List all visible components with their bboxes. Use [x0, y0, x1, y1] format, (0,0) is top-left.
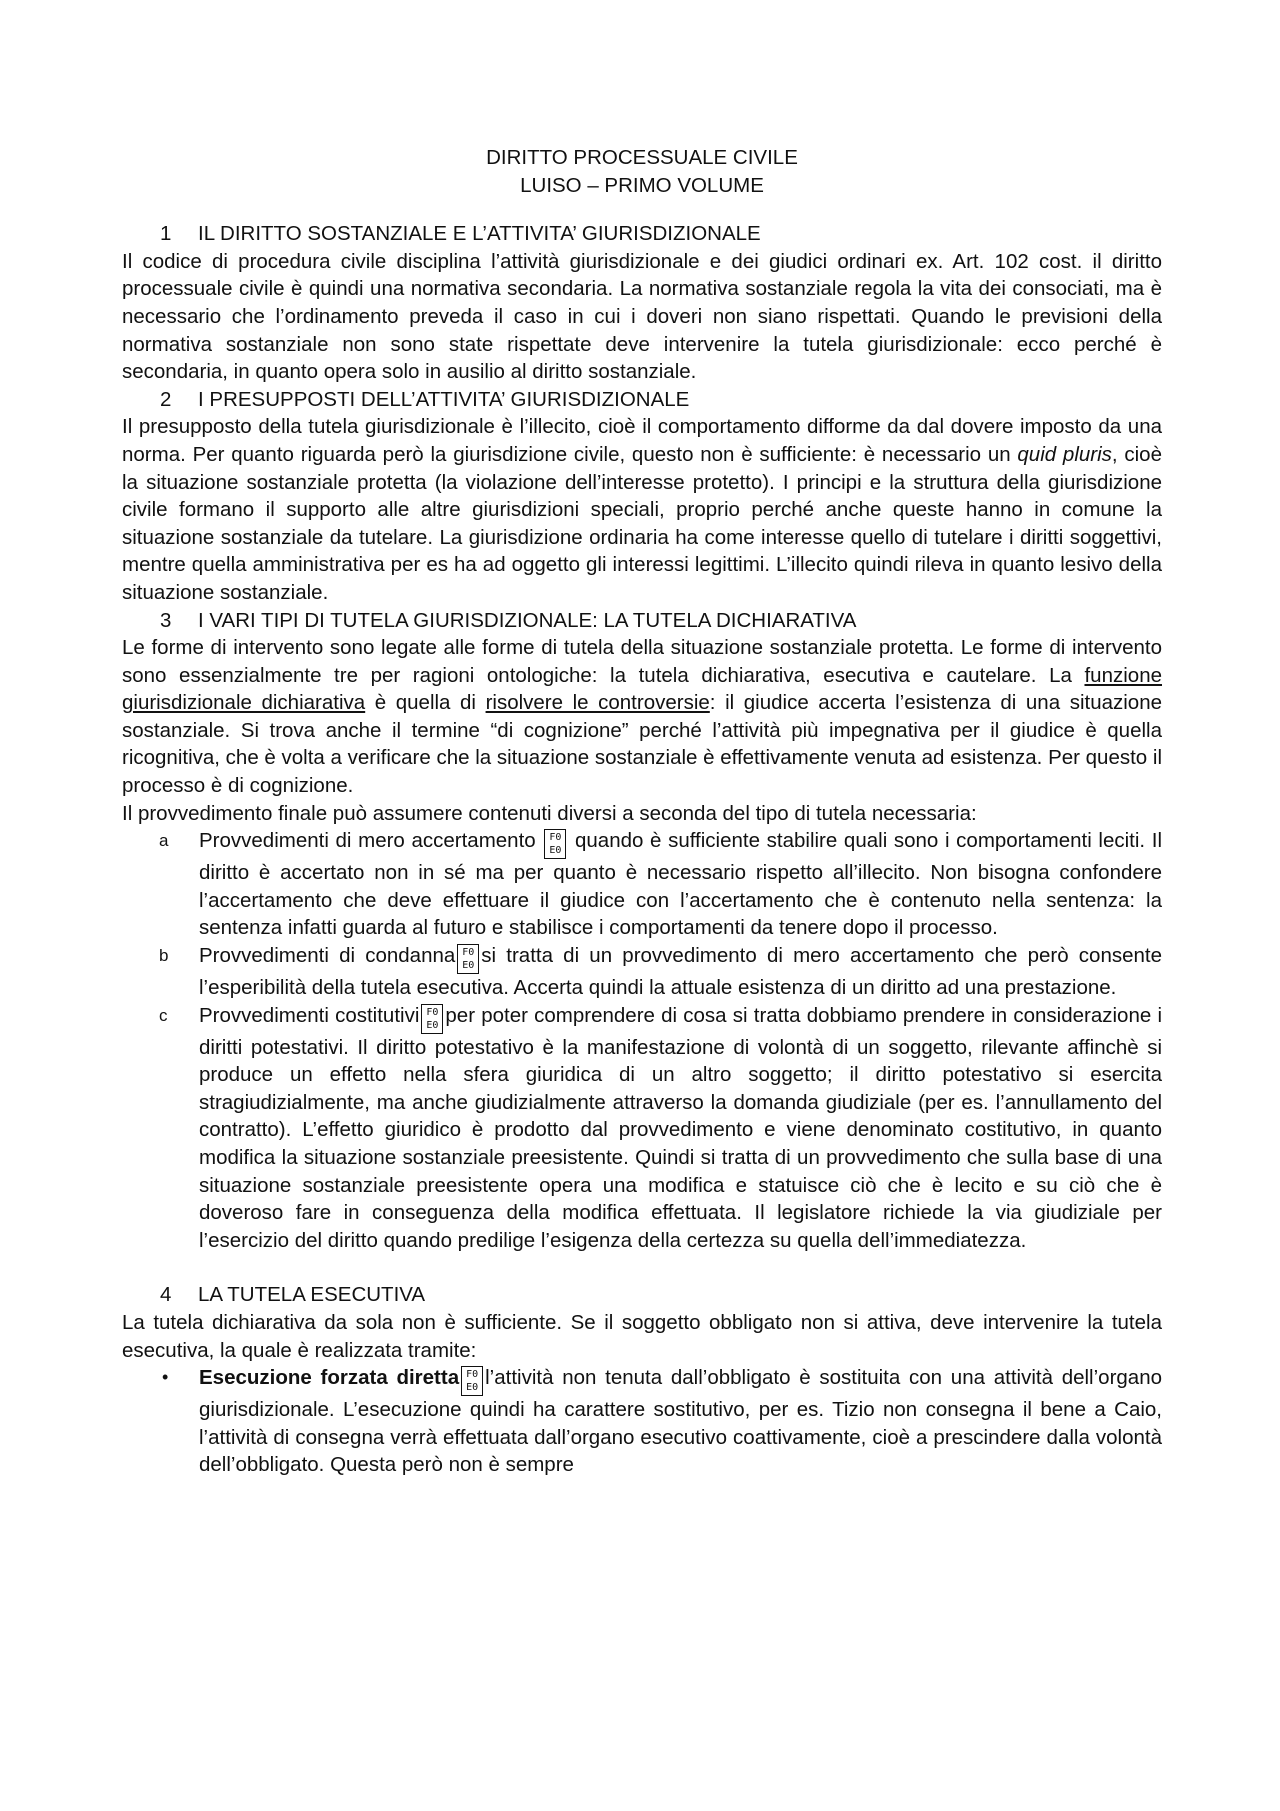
list-item: b Provvedimenti di condanna F0 E0 si tratta di un provvedimento di mero accertamento che però consente l’esperibilità della tutela esecutiva. Accerta quindi la attuale esistenza di un diritto ad una prestazione.	[159, 944, 1163, 1000]
spacer	[122, 199, 1162, 220]
section-2-paragraph: Il presupposto della tutela giurisdizionale è l’illecito, cioè il comportamento difforme da dal dovere imposto da una norma. Per quanto riguarda però la giurisdizione civile, questo non è sufficiente: è necessario un quid pluris, cioè la situazione sostanziale protetta (la violazione dell’interesse protetto). I principi e la struttura della giurisdizione civile formano il supporto alle altre giurisdizioni speciali, proprio perché anche queste hanno in comune la situazione sostanziale da tutelare. La giurisdizione ordinaria ha come interesse quello di tutelare i diritti soggettivi, mentre quella amministrativa per es ha ad oggetto gli interessi legittimi. L’illecito quindi rileva in quanto lesivo della situazione sostanziale.	[122, 415, 1162, 604]
section-1-paragraph: Il codice di procedura civile disciplina l’attività giurisdizionale e dei giudici ordinari ex. Art. 102 cost. il diritto processuale civile è quindi una normativa secondaria. La normativa sostanziale regola la vita dei consociati, ma è necessario che l’ordinamento preveda il caso in cui i doveri non siano rispettati. Quando le previsioni della normativa sostanziale non sono state rispettate deve intervenire la tutela giurisdizionale: ecco perché è secondaria, in quanto opera solo in ausilio al diritto sostanziale.	[122, 249, 1162, 384]
section-heading-3: 3 I VARI TIPI DI TUTELA GIURISDIZIONALE: LA TUTELA DICHIARATIVA	[160, 608, 857, 632]
section-heading-1: 1 IL DIRITTO SOSTANZIALE E L’ATTIVITA’ GIURISDIZIONALE	[160, 222, 761, 246]
section-4-paragraph: La tutela dichiarativa da sola non è sufficiente. Se il soggetto obbligato non si attiva, deve intervenire la tutela esecutiva, la quale è realizzata tramite:	[122, 1310, 1162, 1362]
list-item: a Provvedimenti di mero accertamento F0 E0 quando è sufficiente stabilire quali sono i comportamenti leciti. Il diritto è accertato non in sé ma per quanto è necessario rispetto all’illecito. Non bisogna confondere l’accertamento che deve effettuare il giudice con l’accertamento che è contenuto nella sentenza: la sentenza infatti guarda al futuro e stabilisce i comportamenti da tenere dopo il processo.	[159, 829, 1162, 940]
document-subtitle: LUISO – PRIMO VOLUME	[520, 173, 764, 197]
bullet-icon: •	[162, 1367, 169, 1388]
missing-glyph-icon: F0 E0	[461, 1366, 483, 1396]
missing-glyph-icon: F0 E0	[421, 1004, 443, 1034]
measures-list	[122, 827, 1162, 1254]
list-item: • Esecuzione forzata diretta F0 E0 l’attività non tenuta dall’obbligato è sostituita con una attività dell’organo giurisdizionale. L’esecuzione quindi ha carattere sostitutivo, per es. Tizio non consegna il bene a Caio, l’attività di consegna verrà effettuata dall’organo esecutivo coattivamente, cioè a prescindere dalla volontà dell’obbligato. Questa però non è sempre	[162, 1366, 1162, 1477]
list-item: c Provvedimenti costitutivi F0 E0 per poter comprendere di cosa si tratta dobbiamo prendere in considerazione i diritti potestativi. Il diritto potestativo è la manifestazione di volontà di un soggetto, rilevante affinchè si produce un effetto nella sfera giuridica di un altro soggetto; il diritto potestativo si esercita stragiudizialmente, ma anche giudizialmente attraverso la domanda giudiziale (per es. l’annullamento del contratto). L’effetto giuridico è prodotto dal provvedimento e viene denominato costitutivo, in quanto modifica la situazione sostanziale preesistente. Quindi si tratta di un provvedimento che sulla base di una situazione sostanziale preesistente opera una modifica e statuisce ciò che è lecito e su ciò che è doveroso fare in conseguenza della modifica effettuata. Il legislatore richiede la via giudiziale per l’esercizio del diritto quando predilige l’esigenza della certezza su quella dell’immediatezza.	[159, 1003, 1162, 1252]
section-3-paragraph: Le forme di intervento sono legate alle forme di tutela della situazione sostanziale protetta. Le forme di intervento sono essenzialmente tre per ragioni ontologiche: la tutela dichiarativa, esecutiva e cautelare. La funzione giurisdizionale dichiarativa è quella di risolvere le controversie: il giudice accerta l’esistenza di una situazione sostanziale. Si trova anche il termine “di cognizione” perché l’attività più impegnativa per il giudice è quella ricognitiva, che è volta a verificare che la situazione sostanziale è effettivamente venuta ad esistenza. Per questo il processo è di cognizione.	[122, 636, 1163, 798]
section-heading-4: 4 LA TUTELA ESECUTIVA	[160, 1283, 426, 1307]
missing-glyph-icon: F0 E0	[457, 944, 479, 974]
missing-glyph-icon: F0 E0	[544, 829, 566, 859]
document-title: DIRITTO PROCESSUALE CIVILE	[486, 146, 798, 169]
document-page	[122, 144, 1162, 1479]
section-3-intro: Il provvedimento finale può assumere contenuti diversi a seconda del tipo di tutela necessaria:	[122, 801, 977, 825]
execution-list	[122, 1364, 1162, 1479]
section-heading-2: 2 I PRESUPPOSTI DELL’ATTIVITA’ GIURISDIZIONALE	[160, 387, 690, 411]
spacer	[122, 1254, 1162, 1281]
